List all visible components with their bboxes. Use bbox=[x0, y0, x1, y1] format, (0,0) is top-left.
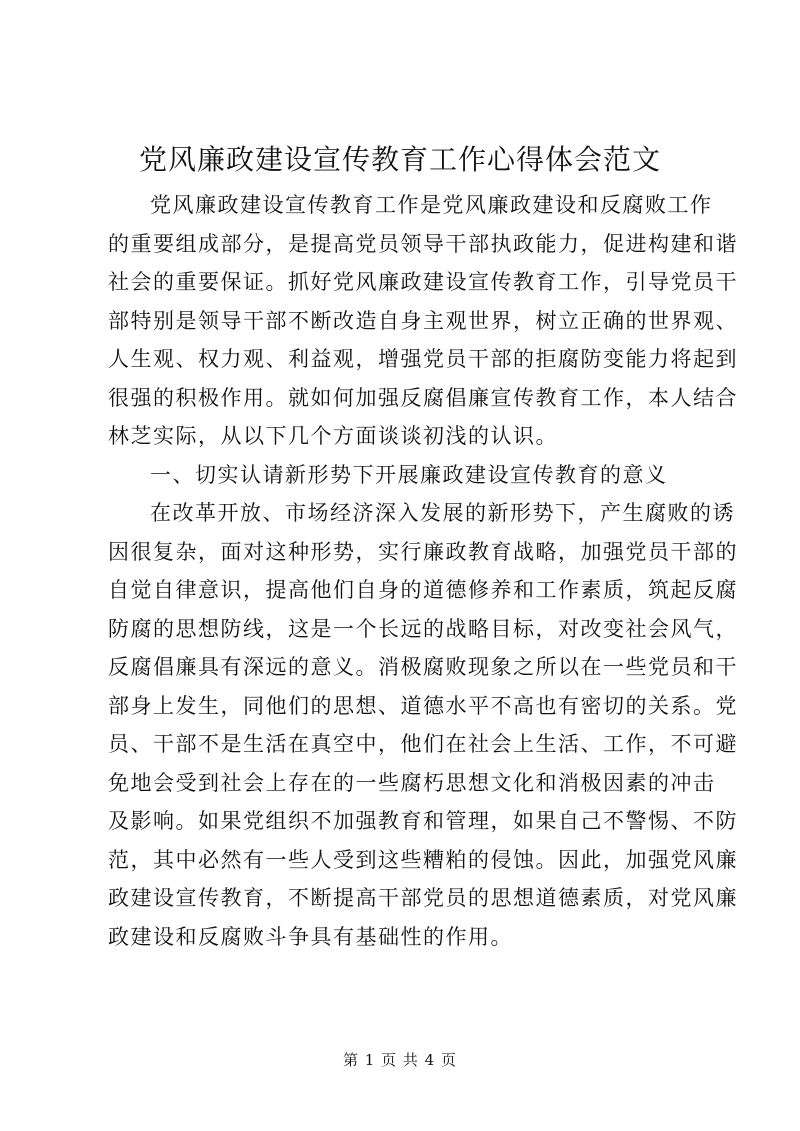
paragraph-line: 人生观、权力观、利益观，增强党员干部的拒腐防变能力将起到 bbox=[108, 347, 738, 371]
paragraph-line: 自觉自律意识，提高他们自身的道德修养和工作素质，筑起反腐 bbox=[108, 578, 738, 602]
section-heading: 一、切实认请新形势下开展廉政建设宣传教育的意义 bbox=[150, 462, 668, 487]
paragraph-line: 在改革开放、市场经济深入发展的新形势下，产生腐败的诱 bbox=[150, 501, 735, 525]
page-number: 第 1 页 共 4 页 bbox=[343, 1051, 457, 1069]
paragraph-line: 员、干部不是生活在真空中，他们在社会上生活、工作，不可避 bbox=[108, 732, 738, 756]
paragraph-line: 及影响。如果党组织不加强教育和管理，如果自己不警惕、不防 bbox=[108, 809, 738, 833]
paragraph-line: 政建设和反腐败斗争具有基础性的作用。 bbox=[108, 924, 513, 949]
paragraph-line: 因很复杂，面对这种形势，实行廉政教育战略，加强党员干部的 bbox=[108, 539, 738, 564]
paragraph-line: 政建设宣传教育，不断提高干部党员的思想道德素质，对党风廉 bbox=[108, 886, 738, 910]
paragraph-line: 防腐的思想防线，这是一个长远的战略目标，对改变社会风气， bbox=[108, 616, 738, 641]
paragraph-line: 党风廉政建设宣传教育工作是党风廉政建设和反腐败工作 bbox=[150, 193, 713, 217]
document-body bbox=[108, 186, 738, 956]
paragraph-line: 很强的积极作用。就如何加强反腐倡廉宣传教育工作，本人结合 bbox=[108, 385, 738, 410]
paragraph-line: 社会的重要保证。抓好党风廉政建设宣传教育工作，引导党员干 bbox=[108, 270, 738, 294]
paragraph-line: 反腐倡廉具有深远的意义。消极腐败现象之所以在一些党员和干 bbox=[108, 655, 738, 679]
paragraph-line: 部身上发生，同他们的思想、道德水平不高也有密切的关系。党 bbox=[108, 693, 738, 718]
paragraph-line: 林芝实际，从以下几个方面谈谈初浅的认识。 bbox=[108, 424, 558, 448]
paragraph-line: 免地会受到社会上存在的一些腐朽思想文化和消极因素的冲击 bbox=[108, 770, 716, 795]
paragraph-line: 范，其中必然有一些人受到这些糟粕的侵蚀。因此，加强党风廉 bbox=[108, 847, 738, 872]
paragraph-line: 部特别是领导干部不断改造自身主观世界，树立正确的世界观、 bbox=[108, 308, 738, 333]
paragraph-line: 的重要组成部分，是提高党员领导干部执政能力，促进构建和谐 bbox=[108, 231, 738, 256]
page-title: 党风廉政建设宣传教育工作心得体会范文 bbox=[138, 143, 661, 176]
